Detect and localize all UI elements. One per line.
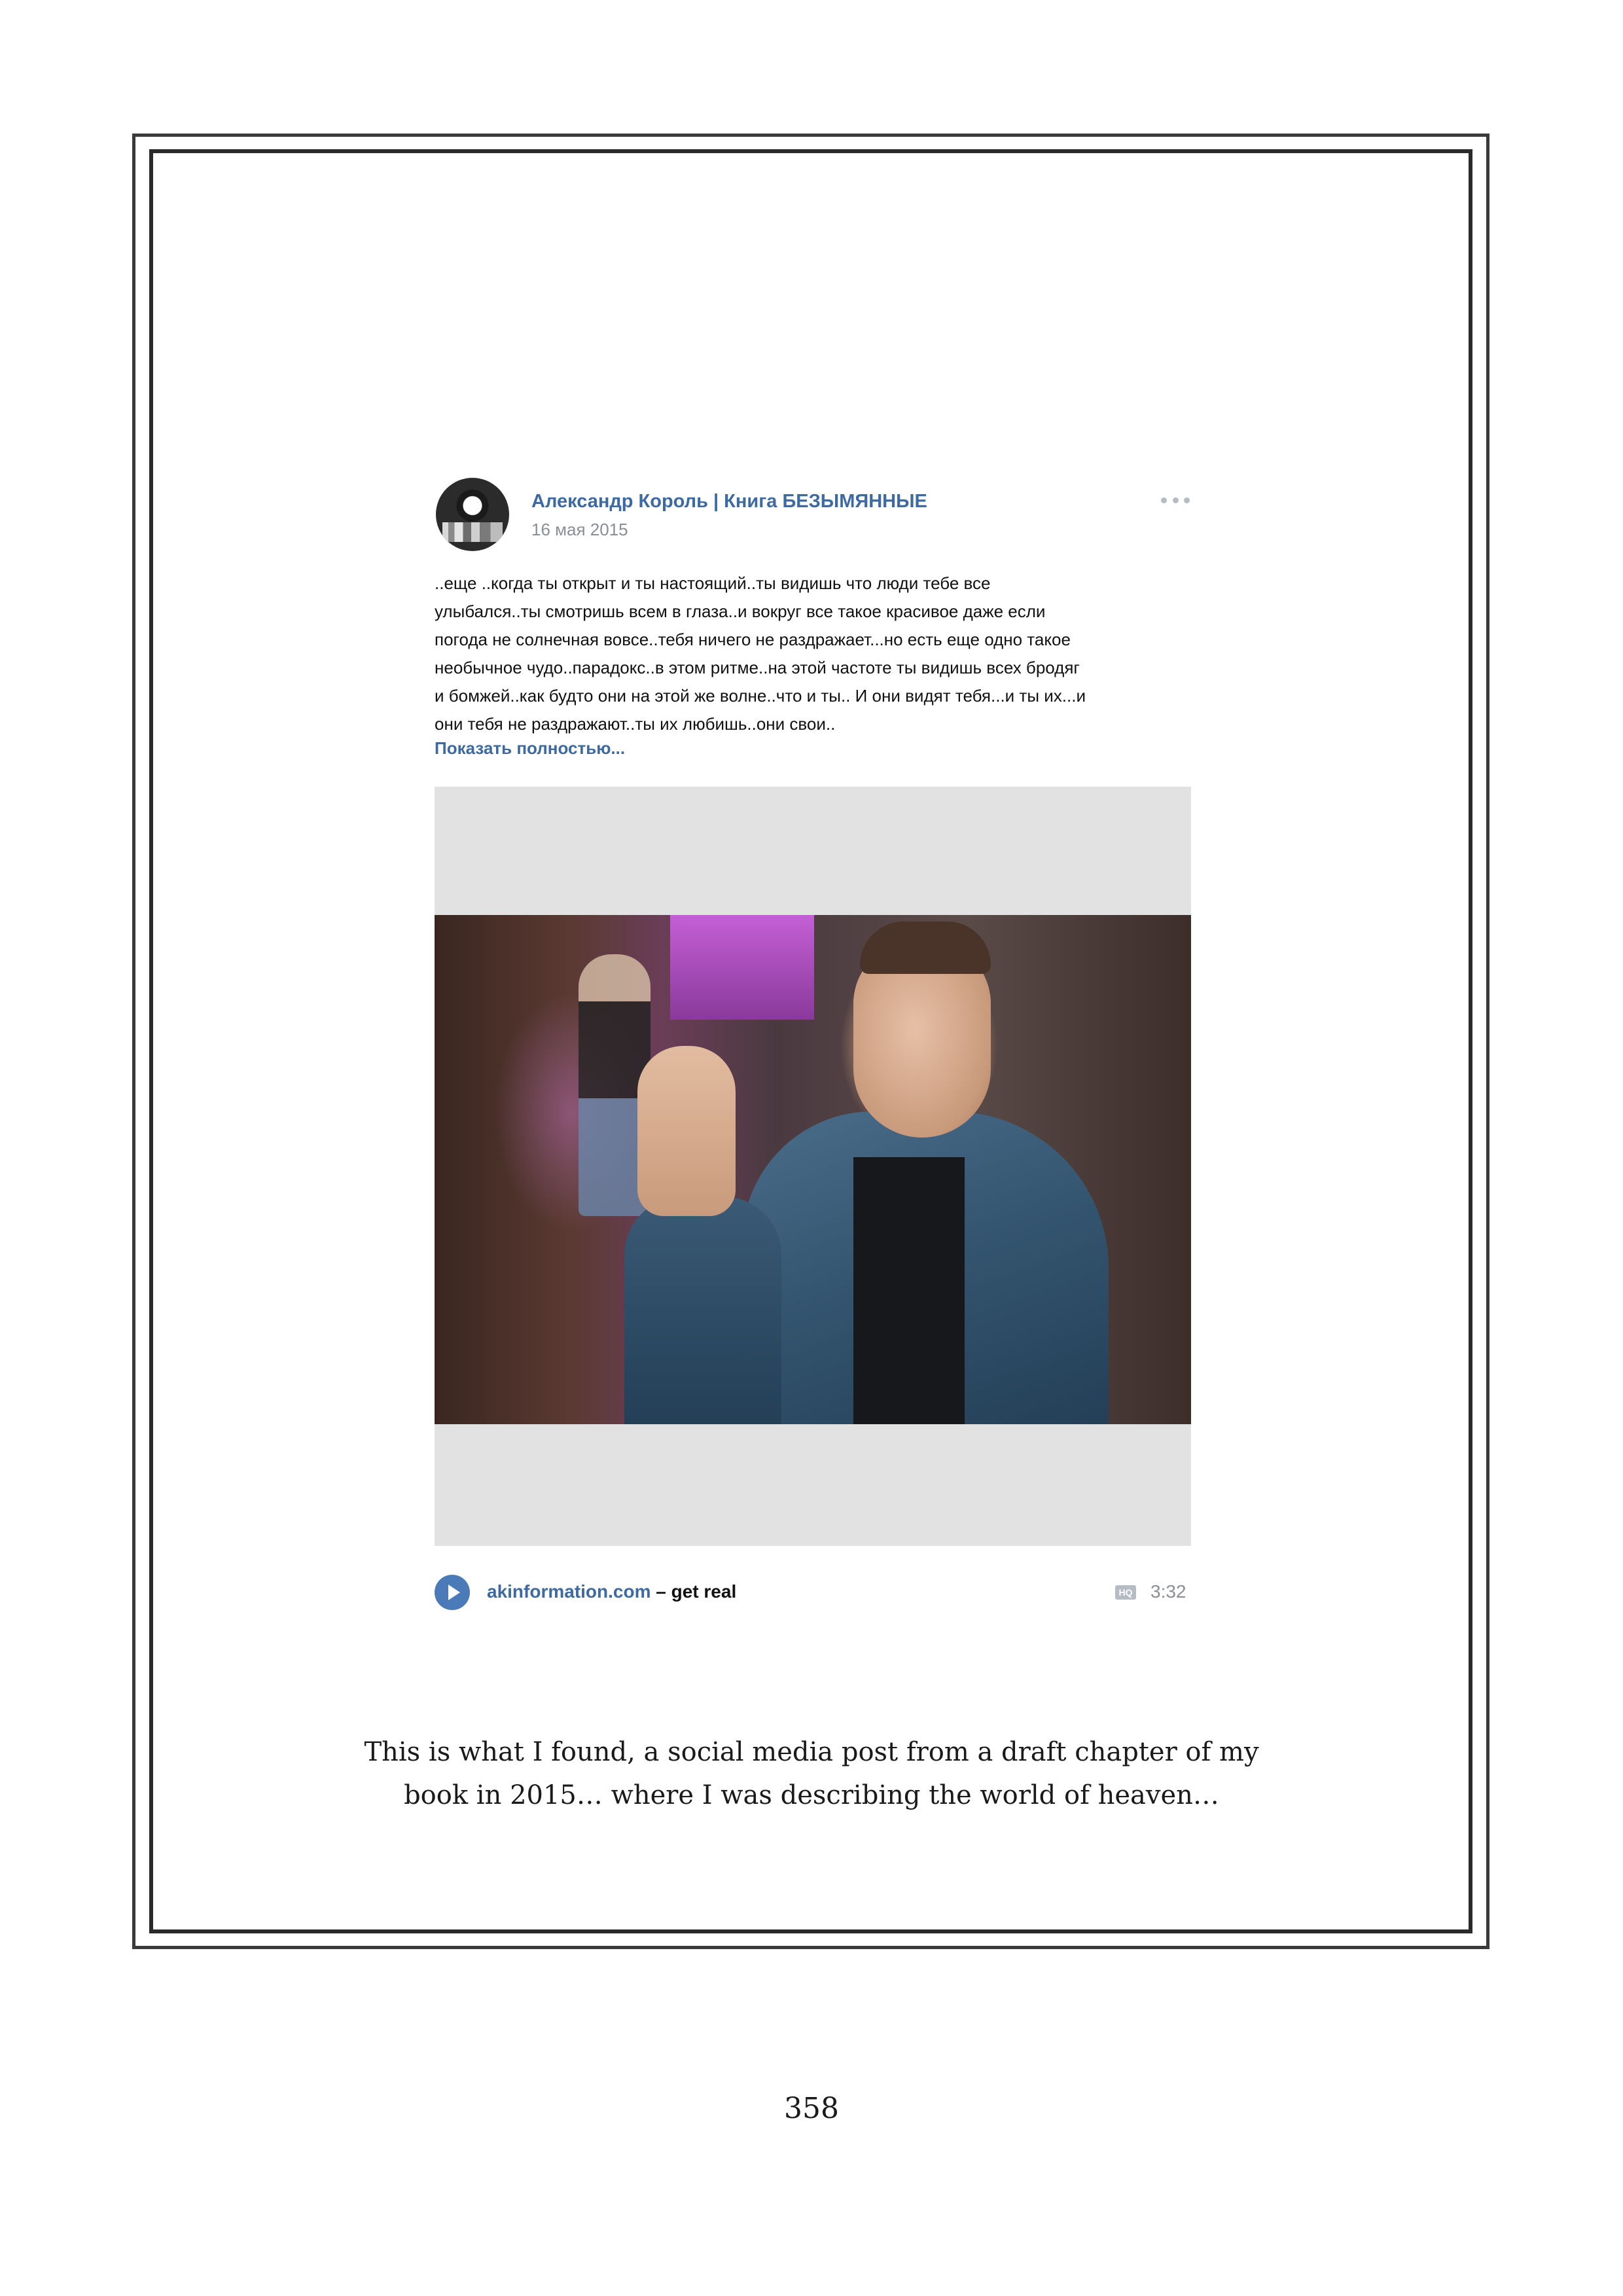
caption-line: This is what I found, a social media post from a draft chapter of my: [364, 1737, 1259, 1767]
photo-background-light: [670, 915, 814, 1020]
photo-hand: [637, 1046, 736, 1216]
show-more-link[interactable]: Показать полностью...: [435, 738, 626, 758]
post-media[interactable]: [435, 787, 1191, 1546]
audio-artist-link[interactable]: akinformation.com: [487, 1581, 651, 1602]
play-icon[interactable]: [435, 1575, 470, 1610]
post-date[interactable]: 16 мая 2015: [531, 520, 628, 539]
post-text-line: необычное чудо..парадокс..в этом ритме..на этой частоте ты видишь всех бродяг: [435, 658, 1080, 677]
more-dot: [1184, 497, 1190, 503]
more-dot: [1161, 497, 1167, 503]
audio-duration: 3:32: [1150, 1581, 1186, 1602]
audio-attachment: [435, 1571, 1191, 1610]
hq-icon: HQ: [1115, 1585, 1136, 1600]
audio-title: [487, 1581, 736, 1602]
page-number: 358: [784, 2092, 839, 2125]
photo-shirt: [853, 1157, 965, 1424]
photo-hair: [860, 922, 991, 974]
figure-caption: [308, 1731, 1315, 1817]
post-text-line: погода не солнечная вовсе..тебя ничего не раздражает...но есть еще одно такое: [435, 630, 1071, 649]
post-photo[interactable]: [435, 915, 1191, 1424]
more-options-icon[interactable]: [1161, 497, 1190, 505]
post-text: [435, 569, 1194, 738]
avatar[interactable]: [436, 478, 509, 551]
audio-track-name[interactable]: get real: [671, 1581, 737, 1602]
post-text-line: улыбался..ты смотришь всем в глаза..и вокруг все такое красивое даже если: [435, 601, 1046, 621]
post-text-line: они тебя не раздражают..ты их любишь..они свои..: [435, 714, 836, 734]
photo-arm: [624, 1196, 781, 1424]
post-author-link[interactable]: Александр Король | Книга БЕЗЫМЯННЫЕ: [531, 491, 927, 512]
avatar-logo-icon: [462, 495, 483, 511]
avatar-skyline-image: [442, 522, 503, 542]
caption-line: book in 2015… where I was describing the world of heaven…: [404, 1780, 1219, 1810]
more-dot: [1173, 497, 1179, 503]
audio-separator: –: [651, 1581, 671, 1602]
post-text-line: и бомжей..как будто они на этой же волне..что и ты.. И они видят тебя...и ты их...и: [435, 686, 1086, 706]
post-text-line: ..еще ..когда ты открыт и ты настоящий..ты видишь что люди тебе все: [435, 573, 991, 593]
